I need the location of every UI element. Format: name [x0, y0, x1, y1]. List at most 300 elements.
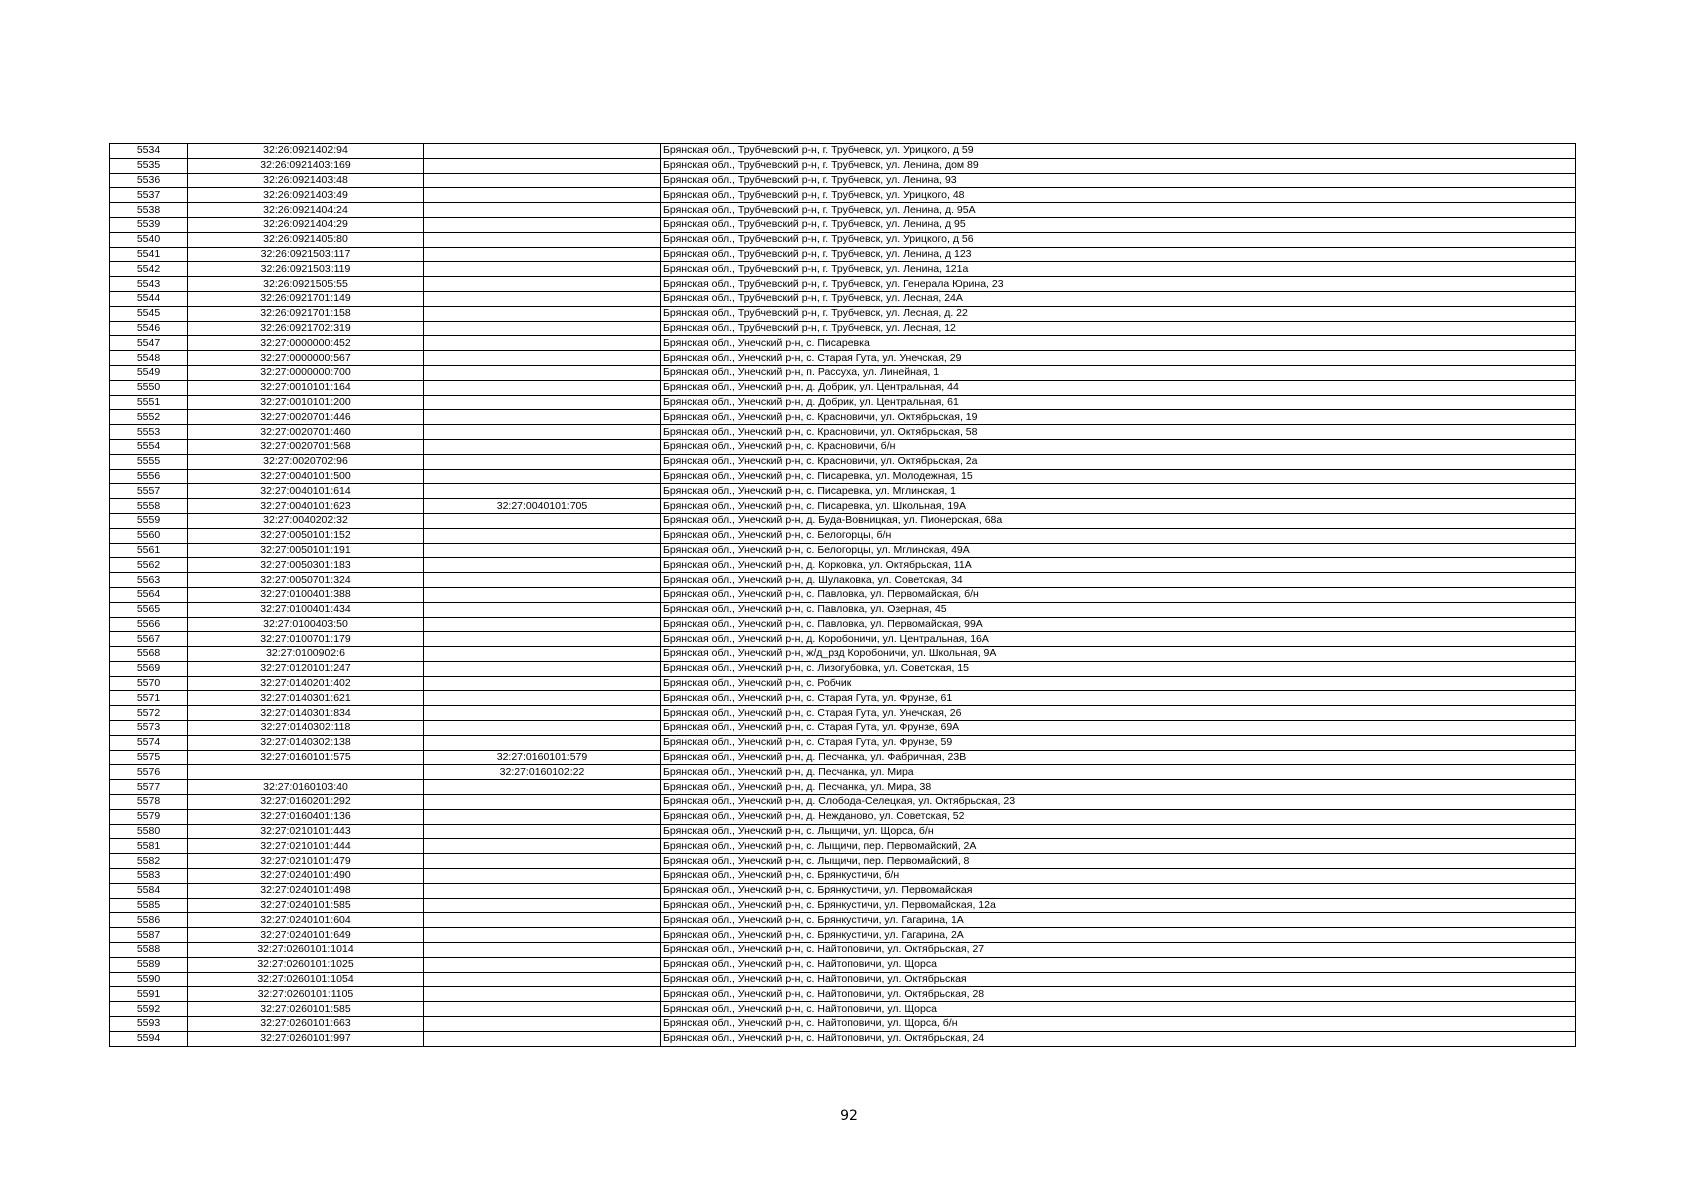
row-number-cell: 5537 [110, 188, 188, 203]
table-row [110, 750, 1576, 765]
related-cadastral-number-cell [424, 602, 661, 617]
cadastral-number-cell: 32:26:0921404:29 [188, 217, 424, 232]
related-cadastral-number-cell [424, 676, 661, 691]
address-cell: Брянская обл., Унечский р-н, с. Писаревка, ул. Мглинская, 1 [661, 484, 1576, 499]
related-cadastral-number-cell [424, 247, 661, 262]
cadastral-number-cell: 32:27:0100902:6 [188, 647, 424, 662]
table-row [110, 277, 1576, 292]
address-cell: Брянская обл., Трубчевский р-н, г. Трубчевск, ул. Ленина, дом 89 [661, 158, 1576, 173]
address-cell: Брянская обл., Унечский р-н, с. Брянкустичи, ул. Гагарина, 1А [661, 913, 1576, 928]
row-number-cell: 5566 [110, 617, 188, 632]
table-row [110, 217, 1576, 232]
cadastral-number-cell: 32:27:0140201:402 [188, 676, 424, 691]
cadastral-number-cell: 32:26:0921505:55 [188, 277, 424, 292]
address-cell: Брянская обл., Унечский р-н, с. Красновичи, ул. Октябрьская, 58 [661, 425, 1576, 440]
table-row [110, 395, 1576, 410]
table-row [110, 617, 1576, 632]
row-number-cell: 5577 [110, 780, 188, 795]
table-row [110, 499, 1576, 514]
address-cell: Брянская обл., Унечский р-н, с. Писаревка, ул. Школьная, 19А [661, 499, 1576, 514]
address-cell: Брянская обл., Унечский р-н, с. Красновичи, ул. Октябрьская, 2а [661, 454, 1576, 469]
row-number-cell: 5580 [110, 824, 188, 839]
related-cadastral-number-cell [424, 336, 661, 351]
table-row [110, 469, 1576, 484]
address-cell: Брянская обл., Трубчевский р-н, г. Трубчевск, ул. Генерала Юрина, 23 [661, 277, 1576, 292]
address-cell: Брянская обл., Унечский р-н, с. Писаревка, ул. Молодежная, 15 [661, 469, 1576, 484]
table-row [110, 602, 1576, 617]
table-row [110, 351, 1576, 366]
related-cadastral-number-cell [424, 632, 661, 647]
cadastral-number-cell: 32:27:0210101:444 [188, 839, 424, 854]
page-number: 92 [840, 1108, 858, 1124]
row-number-cell: 5583 [110, 869, 188, 884]
cadastral-number-cell: 32:27:0100401:434 [188, 602, 424, 617]
address-cell: Брянская обл., Унечский р-н, д. Коробоничи, ул. Центральная, 16А [661, 632, 1576, 647]
table-row [110, 158, 1576, 173]
address-cell: Брянская обл., Трубчевский р-н, г. Трубчевск, ул. Ленина, 93 [661, 173, 1576, 188]
address-cell: Брянская обл., Унечский р-н, с. Павловка, ул. Первомайская, б/н [661, 587, 1576, 602]
row-number-cell: 5567 [110, 632, 188, 647]
row-number-cell: 5585 [110, 898, 188, 913]
cadastral-number-cell: 32:26:0921503:117 [188, 247, 424, 262]
row-number-cell: 5536 [110, 173, 188, 188]
row-number-cell: 5575 [110, 750, 188, 765]
property-table [109, 143, 1576, 1047]
row-number-cell: 5541 [110, 247, 188, 262]
address-cell: Брянская обл., Унечский р-н, с. Найтоповичи, ул. Октябрьская, 27 [661, 943, 1576, 958]
related-cadastral-number-cell [424, 351, 661, 366]
related-cadastral-number-cell [424, 380, 661, 395]
cadastral-number-cell: 32:27:0020701:460 [188, 425, 424, 440]
related-cadastral-number-cell [424, 439, 661, 454]
row-number-cell: 5557 [110, 484, 188, 499]
related-cadastral-number-cell [424, 232, 661, 247]
related-cadastral-number-cell [424, 573, 661, 588]
address-cell: Брянская обл., Унечский р-н, с. Писаревка [661, 336, 1576, 351]
cadastral-number-cell: 32:27:0010101:200 [188, 395, 424, 410]
related-cadastral-number-cell: 32:27:0160102:22 [424, 765, 661, 780]
cadastral-number-cell: 32:27:0120101:247 [188, 661, 424, 676]
row-number-cell: 5590 [110, 972, 188, 987]
related-cadastral-number-cell [424, 617, 661, 632]
row-number-cell: 5553 [110, 425, 188, 440]
cadastral-number-cell: 32:27:0100401:388 [188, 587, 424, 602]
cadastral-number-cell: 32:27:0260101:1054 [188, 972, 424, 987]
address-cell: Брянская обл., Унечский р-н, с. Брянкустичи, ул. Первомайская, 12а [661, 898, 1576, 913]
cadastral-number-cell: 32:27:0100701:179 [188, 632, 424, 647]
table-row [110, 765, 1576, 780]
row-number-cell: 5573 [110, 721, 188, 736]
address-cell: Брянская обл., Унечский р-н, с. Красновичи, ул. Октябрьская, 19 [661, 410, 1576, 425]
row-number-cell: 5565 [110, 602, 188, 617]
table-row [110, 898, 1576, 913]
table-row [110, 188, 1576, 203]
related-cadastral-number-cell [424, 291, 661, 306]
table-row [110, 336, 1576, 351]
related-cadastral-number-cell [424, 795, 661, 810]
table-row [110, 203, 1576, 218]
related-cadastral-number-cell [424, 957, 661, 972]
address-cell: Брянская обл., Унечский р-н, д. Песчанка, ул. Фабричная, 23В [661, 750, 1576, 765]
address-cell: Брянская обл., Унечский р-н, д. Корковка, ул. Октябрьская, 11А [661, 558, 1576, 573]
cadastral-number-cell: 32:27:0160103:40 [188, 780, 424, 795]
related-cadastral-number-cell [424, 809, 661, 824]
address-cell: Брянская обл., Унечский р-н, с. Павловка, ул. Первомайская, 99А [661, 617, 1576, 632]
row-number-cell: 5547 [110, 336, 188, 351]
cadastral-number-cell: 32:27:0240101:585 [188, 898, 424, 913]
cadastral-number-cell: 32:27:0260101:1025 [188, 957, 424, 972]
cadastral-number-cell: 32:27:0050301:183 [188, 558, 424, 573]
address-cell: Брянская обл., Унечский р-н, с. Найтоповичи, ул. Щорса [661, 1002, 1576, 1017]
row-number-cell: 5594 [110, 1031, 188, 1046]
table-row [110, 647, 1576, 662]
address-cell: Брянская обл., Унечский р-н, д. Добрик, ул. Центральная, 44 [661, 380, 1576, 395]
related-cadastral-number-cell [424, 513, 661, 528]
related-cadastral-number-cell [424, 898, 661, 913]
cadastral-number-cell: 32:27:0000000:567 [188, 351, 424, 366]
related-cadastral-number-cell [424, 262, 661, 277]
table-row [110, 1031, 1576, 1046]
table-row [110, 883, 1576, 898]
table-row [110, 795, 1576, 810]
table-row [110, 661, 1576, 676]
cadastral-number-cell: 32:27:0010101:164 [188, 380, 424, 395]
table-row [110, 365, 1576, 380]
related-cadastral-number-cell [424, 558, 661, 573]
related-cadastral-number-cell [424, 543, 661, 558]
table-row [110, 721, 1576, 736]
related-cadastral-number-cell [424, 158, 661, 173]
row-number-cell: 5544 [110, 291, 188, 306]
row-number-cell: 5538 [110, 203, 188, 218]
related-cadastral-number-cell [424, 410, 661, 425]
address-cell: Брянская обл., Унечский р-н, д. Слобода-Селецкая, ул. Октябрьская, 23 [661, 795, 1576, 810]
address-cell: Брянская обл., Унечский р-н, с. Найтоповичи, ул. Октябрьская, 28 [661, 987, 1576, 1002]
address-cell: Брянская обл., Унечский р-н, д. Нежданово, ул. Советская, 52 [661, 809, 1576, 824]
related-cadastral-number-cell [424, 277, 661, 292]
related-cadastral-number-cell [424, 469, 661, 484]
row-number-cell: 5586 [110, 913, 188, 928]
related-cadastral-number-cell [424, 203, 661, 218]
row-number-cell: 5593 [110, 1017, 188, 1032]
row-number-cell: 5560 [110, 528, 188, 543]
row-number-cell: 5559 [110, 513, 188, 528]
table-row [110, 558, 1576, 573]
cadastral-number-cell: 32:27:0020702:96 [188, 454, 424, 469]
table-row [110, 691, 1576, 706]
row-number-cell: 5581 [110, 839, 188, 854]
table-row [110, 543, 1576, 558]
cadastral-number-cell: 32:27:0210101:479 [188, 854, 424, 869]
address-cell: Брянская обл., Унечский р-н, с. Старая Гута, ул. Унечская, 26 [661, 706, 1576, 721]
related-cadastral-number-cell [424, 987, 661, 1002]
cadastral-number-cell: 32:27:0260101:585 [188, 1002, 424, 1017]
related-cadastral-number-cell [424, 425, 661, 440]
table-row [110, 232, 1576, 247]
table-row [110, 425, 1576, 440]
table-row [110, 173, 1576, 188]
related-cadastral-number-cell [424, 913, 661, 928]
row-number-cell: 5542 [110, 262, 188, 277]
table-row [110, 809, 1576, 824]
cadastral-number-cell: 32:27:0140302:138 [188, 735, 424, 750]
address-cell: Брянская обл., Унечский р-н, с. Найтоповичи, ул. Октябрьская, 24 [661, 1031, 1576, 1046]
table-row [110, 291, 1576, 306]
row-number-cell: 5534 [110, 144, 188, 159]
related-cadastral-number-cell [424, 217, 661, 232]
related-cadastral-number-cell [424, 528, 661, 543]
address-cell: Брянская обл., Трубчевский р-н, г. Трубчевск, ул. Лесная, 24А [661, 291, 1576, 306]
table-row [110, 439, 1576, 454]
cadastral-number-cell: 32:27:0240101:490 [188, 869, 424, 884]
related-cadastral-number-cell [424, 854, 661, 869]
cadastral-number-cell: 32:26:0921403:169 [188, 158, 424, 173]
address-cell: Брянская обл., Унечский р-н, с. Старая Гута, ул. Фрунзе, 61 [661, 691, 1576, 706]
address-cell: Брянская обл., Унечский р-н, с. Старая Гута, ул. Фрунзе, 69А [661, 721, 1576, 736]
table-row [110, 706, 1576, 721]
row-number-cell: 5582 [110, 854, 188, 869]
row-number-cell: 5570 [110, 676, 188, 691]
address-cell: Брянская обл., Унечский р-н, с. Лизогубовка, ул. Советская, 15 [661, 661, 1576, 676]
address-cell: Брянская обл., Трубчевский р-н, г. Трубчевск, ул. Урицкого, д 59 [661, 144, 1576, 159]
row-number-cell: 5546 [110, 321, 188, 336]
cadastral-number-cell: 32:26:0921702:319 [188, 321, 424, 336]
row-number-cell: 5563 [110, 573, 188, 588]
address-cell: Брянская обл., Трубчевский р-н, г. Трубчевск, ул. Ленина, д. 95А [661, 203, 1576, 218]
address-cell: Брянская обл., Унечский р-н, с. Белогорцы, ул. Мглинская, 49А [661, 543, 1576, 558]
cadastral-number-cell: 32:26:0921403:49 [188, 188, 424, 203]
related-cadastral-number-cell: 32:27:0040101:705 [424, 499, 661, 514]
row-number-cell: 5550 [110, 380, 188, 395]
address-cell: Брянская обл., Унечский р-н, с. Робчик [661, 676, 1576, 691]
address-cell: Брянская обл., Унечский р-н, д. Шулаковка, ул. Советская, 34 [661, 573, 1576, 588]
table-row [110, 943, 1576, 958]
cadastral-number-cell: 32:27:0050101:191 [188, 543, 424, 558]
table-row [110, 573, 1576, 588]
cadastral-number-cell: 32:27:0000000:452 [188, 336, 424, 351]
address-cell: Брянская обл., Унечский р-н, д. Буда-Вовницкая, ул. Пионерская, 68а [661, 513, 1576, 528]
related-cadastral-number-cell [424, 306, 661, 321]
row-number-cell: 5554 [110, 439, 188, 454]
table-row [110, 321, 1576, 336]
address-cell: Брянская обл., Трубчевский р-н, г. Трубчевск, ул. Ленина, 121а [661, 262, 1576, 277]
related-cadastral-number-cell [424, 173, 661, 188]
cadastral-number-cell: 32:27:0000000:700 [188, 365, 424, 380]
cadastral-number-cell: 32:26:0921701:158 [188, 306, 424, 321]
address-cell: Брянская обл., Трубчевский р-н, г. Трубчевск, ул. Ленина, д 123 [661, 247, 1576, 262]
cadastral-number-cell: 32:27:0040101:614 [188, 484, 424, 499]
related-cadastral-number-cell [424, 1017, 661, 1032]
related-cadastral-number-cell [424, 454, 661, 469]
row-number-cell: 5589 [110, 957, 188, 972]
related-cadastral-number-cell [424, 365, 661, 380]
address-cell: Брянская обл., Трубчевский р-н, г. Трубчевск, ул. Урицкого, 48 [661, 188, 1576, 203]
cadastral-number-cell: 32:27:0240101:649 [188, 928, 424, 943]
cadastral-number-cell: 32:27:0260101:997 [188, 1031, 424, 1046]
related-cadastral-number-cell [424, 647, 661, 662]
table-row [110, 306, 1576, 321]
related-cadastral-number-cell: 32:27:0160101:579 [424, 750, 661, 765]
row-number-cell: 5572 [110, 706, 188, 721]
property-table-body [110, 144, 1576, 1047]
cadastral-number-cell: 32:27:0050101:152 [188, 528, 424, 543]
row-number-cell: 5549 [110, 365, 188, 380]
address-cell: Брянская обл., Унечский р-н, с. Брянкустичи, ул. Первомайская [661, 883, 1576, 898]
row-number-cell: 5574 [110, 735, 188, 750]
address-cell: Брянская обл., Унечский р-н, с. Брянкустичи, ул. Гагарина, 2А [661, 928, 1576, 943]
related-cadastral-number-cell [424, 780, 661, 795]
related-cadastral-number-cell [424, 721, 661, 736]
related-cadastral-number-cell [424, 321, 661, 336]
table-row [110, 1002, 1576, 1017]
address-cell: Брянская обл., Унечский р-н, д. Песчанка, ул. Мира [661, 765, 1576, 780]
cadastral-number-cell: 32:27:0240101:604 [188, 913, 424, 928]
row-number-cell: 5576 [110, 765, 188, 780]
related-cadastral-number-cell [424, 188, 661, 203]
address-cell: Брянская обл., Трубчевский р-н, г. Трубчевск, ул. Лесная, д. 22 [661, 306, 1576, 321]
cadastral-number-cell: 32:27:0260101:663 [188, 1017, 424, 1032]
address-cell: Брянская обл., Унечский р-н, с. Найтоповичи, ул. Щорса, б/н [661, 1017, 1576, 1032]
address-cell: Брянская обл., Унечский р-н, с. Брянкустичи, б/н [661, 869, 1576, 884]
table-row [110, 735, 1576, 750]
row-number-cell: 5561 [110, 543, 188, 558]
cadastral-number-cell: 32:27:0040101:500 [188, 469, 424, 484]
table-row [110, 928, 1576, 943]
address-cell: Брянская обл., Унечский р-н, с. Найтоповичи, ул. Щорса [661, 957, 1576, 972]
address-cell: Брянская обл., Унечский р-н, с. Лыщичи, пер. Первомайский, 8 [661, 854, 1576, 869]
cadastral-number-cell: 32:27:0160101:575 [188, 750, 424, 765]
address-cell: Брянская обл., Унечский р-н, с. Красновичи, б/н [661, 439, 1576, 454]
row-number-cell: 5579 [110, 809, 188, 824]
table-row [110, 247, 1576, 262]
row-number-cell: 5539 [110, 217, 188, 232]
table-row [110, 632, 1576, 647]
cadastral-number-cell: 32:27:0040101:623 [188, 499, 424, 514]
row-number-cell: 5556 [110, 469, 188, 484]
address-cell: Брянская обл., Трубчевский р-н, г. Трубчевск, ул. Ленина, д 95 [661, 217, 1576, 232]
table-row [110, 913, 1576, 928]
table-row [110, 972, 1576, 987]
related-cadastral-number-cell [424, 824, 661, 839]
cadastral-number-cell: 32:27:0240101:498 [188, 883, 424, 898]
cadastral-number-cell [188, 765, 424, 780]
address-cell: Брянская обл., Унечский р-н, с. Лыщичи, ул. Щорса, б/н [661, 824, 1576, 839]
table-row [110, 380, 1576, 395]
address-cell: Брянская обл., Унечский р-н, с. Найтоповичи, ул. Октябрьская [661, 972, 1576, 987]
related-cadastral-number-cell [424, 706, 661, 721]
cadastral-number-cell: 32:27:0210101:443 [188, 824, 424, 839]
related-cadastral-number-cell [424, 869, 661, 884]
table-row [110, 824, 1576, 839]
cadastral-number-cell: 32:26:0921503:119 [188, 262, 424, 277]
row-number-cell: 5591 [110, 987, 188, 1002]
related-cadastral-number-cell [424, 1031, 661, 1046]
row-number-cell: 5571 [110, 691, 188, 706]
cadastral-number-cell: 32:27:0020701:568 [188, 439, 424, 454]
cadastral-number-cell: 32:27:0040202:32 [188, 513, 424, 528]
cadastral-number-cell: 32:27:0140301:621 [188, 691, 424, 706]
row-number-cell: 5558 [110, 499, 188, 514]
related-cadastral-number-cell [424, 735, 661, 750]
cadastral-number-cell: 32:27:0260101:1014 [188, 943, 424, 958]
address-cell: Брянская обл., Унечский р-н, п. Рассуха, ул. Линейная, 1 [661, 365, 1576, 380]
table-row [110, 144, 1576, 159]
address-cell: Брянская обл., Унечский р-н, с. Старая Гута, ул. Фрунзе, 59 [661, 735, 1576, 750]
table-row [110, 839, 1576, 854]
related-cadastral-number-cell [424, 943, 661, 958]
cadastral-number-cell: 32:26:0921403:48 [188, 173, 424, 188]
related-cadastral-number-cell [424, 484, 661, 499]
row-number-cell: 5548 [110, 351, 188, 366]
table-row [110, 513, 1576, 528]
cadastral-number-cell: 32:27:0100403:50 [188, 617, 424, 632]
address-cell: Брянская обл., Трубчевский р-н, г. Трубчевск, ул. Лесная, 12 [661, 321, 1576, 336]
cadastral-number-cell: 32:27:0160201:292 [188, 795, 424, 810]
related-cadastral-number-cell [424, 587, 661, 602]
table-row [110, 587, 1576, 602]
cadastral-number-cell: 32:27:0020701:446 [188, 410, 424, 425]
cadastral-number-cell: 32:26:0921402:94 [188, 144, 424, 159]
row-number-cell: 5578 [110, 795, 188, 810]
table-row [110, 780, 1576, 795]
row-number-cell: 5587 [110, 928, 188, 943]
address-cell: Брянская обл., Унечский р-н, д. Песчанка, ул. Мира, 38 [661, 780, 1576, 795]
address-cell: Брянская обл., Трубчевский р-н, г. Трубчевск, ул. Урицкого, д 56 [661, 232, 1576, 247]
related-cadastral-number-cell [424, 661, 661, 676]
address-cell: Брянская обл., Унечский р-н, с. Белогорцы, б/н [661, 528, 1576, 543]
related-cadastral-number-cell [424, 928, 661, 943]
address-cell: Брянская обл., Унечский р-н, д. Добрик, ул. Центральная, 61 [661, 395, 1576, 410]
cadastral-number-cell: 32:27:0140301:834 [188, 706, 424, 721]
row-number-cell: 5535 [110, 158, 188, 173]
table-row [110, 869, 1576, 884]
cadastral-number-cell: 32:26:0921404:24 [188, 203, 424, 218]
table-row [110, 262, 1576, 277]
table-row [110, 528, 1576, 543]
related-cadastral-number-cell [424, 1002, 661, 1017]
row-number-cell: 5543 [110, 277, 188, 292]
row-number-cell: 5562 [110, 558, 188, 573]
row-number-cell: 5545 [110, 306, 188, 321]
related-cadastral-number-cell [424, 972, 661, 987]
cadastral-number-cell: 32:27:0160401:136 [188, 809, 424, 824]
related-cadastral-number-cell [424, 691, 661, 706]
table-row [110, 1017, 1576, 1032]
row-number-cell: 5564 [110, 587, 188, 602]
table-row [110, 410, 1576, 425]
row-number-cell: 5551 [110, 395, 188, 410]
related-cadastral-number-cell [424, 395, 661, 410]
table-row [110, 854, 1576, 869]
address-cell: Брянская обл., Унечский р-н, с. Павловка, ул. Озерная, 45 [661, 602, 1576, 617]
row-number-cell: 5555 [110, 454, 188, 469]
row-number-cell: 5584 [110, 883, 188, 898]
cadastral-number-cell: 32:26:0921405:80 [188, 232, 424, 247]
row-number-cell: 5540 [110, 232, 188, 247]
address-cell: Брянская обл., Унечский р-н, с. Лыщичи, пер. Первомайский, 2А [661, 839, 1576, 854]
cadastral-number-cell: 32:26:0921701:149 [188, 291, 424, 306]
row-number-cell: 5588 [110, 943, 188, 958]
table-row [110, 484, 1576, 499]
related-cadastral-number-cell [424, 839, 661, 854]
address-cell: Брянская обл., Унечский р-н, ж/д_рзд Коробоничи, ул. Школьная, 9А [661, 647, 1576, 662]
cadastral-number-cell: 32:27:0140302:118 [188, 721, 424, 736]
row-number-cell: 5592 [110, 1002, 188, 1017]
table-row [110, 454, 1576, 469]
row-number-cell: 5552 [110, 410, 188, 425]
table-row [110, 676, 1576, 691]
table-row [110, 957, 1576, 972]
